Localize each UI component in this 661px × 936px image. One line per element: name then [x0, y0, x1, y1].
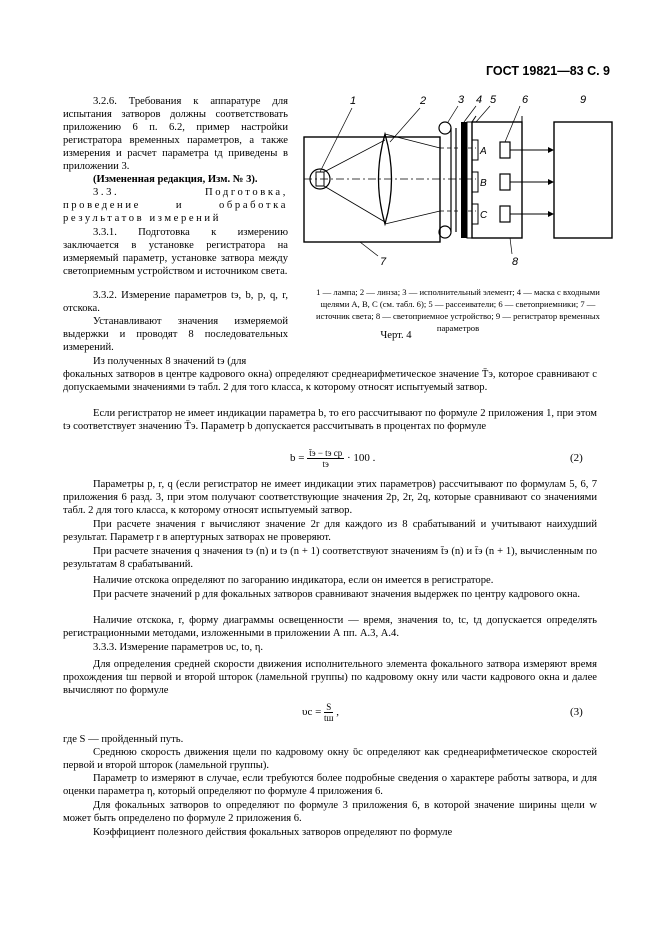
label-4: 4	[476, 94, 483, 106]
roller-top	[439, 122, 451, 134]
formula-3-lhs: υс =	[302, 706, 322, 719]
formula-2-lhs: b =	[290, 452, 305, 465]
formula-2-number: (2)	[570, 452, 583, 464]
formula-2	[290, 448, 375, 469]
para-focal-to: Для фокальных затворов tо определяют по формуле 3 приложения 6, в которой значение ширины щели w может быть определено по формуле 2 приложения 6.	[63, 800, 597, 824]
label-8: 8	[512, 256, 519, 268]
formula-3-number: (3)	[570, 706, 583, 718]
para-registration: Наличие отскока, r, форму диаграммы освещенности — время, значения tо, tс, tд допускается определять регистрационными методами, изложенными в приложении А пп. А.3, А.4.	[63, 615, 597, 639]
label-1: 1	[350, 95, 357, 107]
para-rebound: Наличие отскока определяют по загоранию индикатора, если он имеется в регистраторе.	[93, 575, 494, 586]
para-3-3-3: 3.3.3. Измерение параметров υс, tо, η.	[93, 642, 264, 653]
formula-2-tail: · 100 .	[347, 452, 376, 465]
slot-c: C	[480, 210, 488, 221]
para-efficiency: Коэффициент полезного действия фокальных затворов определяют по формуле	[93, 827, 453, 838]
photoreceiver-c	[500, 206, 510, 222]
para-to-param: Параметр tо измеряют в случае, если требуются более подробные сведения о характере работы затвора, и для оценки параметра η, который определяют по формуле 4 приложения 6.	[63, 773, 597, 797]
amendment-note: (Измененная редакция, Изм. № 3).	[93, 174, 258, 185]
label-2: 2	[420, 95, 427, 107]
para-where-s: где S — пройденный путь.	[63, 734, 184, 745]
para-3-3-2: 3.3.2. Измерение параметров tэ, b, p, q, r, отскока.	[63, 290, 288, 314]
label-7: 7	[380, 256, 387, 268]
page-header: ГОСТ 19821—83 С. 9	[485, 64, 610, 78]
para-mean-value: фокальных затворов в центре кадрового окна) определяют среднеарифметическое значение T̄э, которое сравнивают с допускаемыми значениями tэ табл. 2 для того класса, к которому относят испытуемый затвор.	[63, 369, 597, 393]
formula-2-numerator: t̄э − tэ ср	[309, 448, 343, 458]
roller-bottom	[439, 226, 451, 238]
formula-3	[302, 702, 339, 723]
mask-bar	[461, 122, 467, 238]
para-q-calc: При расчете значения q значения tэ (n) и tэ (n + 1) соответствуют значениям t̄э (n) и t̄э (n + 1), вычисленным по результатам 8 срабатываний.	[63, 546, 597, 570]
formula-3-tail: ,	[336, 706, 339, 719]
para-measure: Устанавливают значения измеряемой выдержки и проводят 8 последовательных измерений.	[63, 316, 288, 353]
para-p-r-q: Параметры p, r, q (если регистратор не имеет индикации этих параметров) рассчитывают по формулам 5, 6, 7 приложения 6 разд. 3, при этом получают соответствующие значения 2p, 2r, 2q, которые сравнивают со значениями табл. 2 для того класса, к которому относят испытуемый затвор.	[63, 479, 597, 516]
photoreceiver-b	[500, 174, 510, 190]
para-speed: Для определения средней скорости движения исполнительного элемента фокального затвора измеряют время прохождения tш первой и второй шторок (ламельной группы) по кадровому окну или части кадрового окна и далее вычисляют по формуле	[63, 659, 597, 696]
para-3-3-1: 3.3.1. Подготовка к измерению заключается в установке регистратора на измеряемый параметр, установке затвора между светоприемным устройством и источником света.	[63, 227, 288, 277]
formula-2-denominator: tэ	[322, 459, 329, 469]
formula-3-denominator: tш	[324, 713, 334, 723]
label-5: 5	[490, 94, 497, 106]
para-values-start: Из полученных 8 значений tэ (для	[93, 356, 247, 367]
slot-b: B	[480, 178, 487, 189]
label-3: 3	[458, 94, 465, 106]
figure-caption: 1 — лампа; 2 — линза; 3 — исполнительный элемент; 4 — маска с входными щелями A, B, C (см. табл. 6); 5 — рассеиватели; 6 — светоприемники; 7 — источник света; 8 — светоприемное устройство; 9 — регистратор временных параметров	[316, 287, 600, 333]
photoreceiver-a	[500, 142, 510, 158]
para-b-calc: Если регистратор не имеет индикации параметра b, то его рассчитывают по формуле 2 приложения 1, при этом tэ соответствует значению T̄э. Параметр b допускается рассчитывать в процентах по формуле	[63, 408, 597, 432]
para-3-2-6: 3.2.6. Требования к аппаратуре для испытания затворов должны соответствовать приложению 6 п. 6.2, пример настройки регистратора временных параметров, а также измерения и расчет параметра tд приведены в приложении 3.	[63, 96, 288, 172]
figure-label: Черт. 4	[380, 330, 412, 341]
para-p-focal: При расчете значений p для фокальных затворов сравнивают значения выдержек по центру кадрового окна.	[93, 589, 581, 600]
slot-a: A	[480, 146, 487, 157]
section-3-3-title: 3.3. Подготовка, проведение и обработка результатов измерений	[63, 187, 288, 224]
label-9: 9	[580, 94, 587, 106]
registrar-box	[554, 122, 612, 238]
para-mean-speed: Среднюю скорость движения щели по кадровому окну ῡс определяют как среднеарифметическое скоростей первой и второй шторок (ламельной группы).	[63, 747, 597, 771]
label-6: 6	[522, 94, 529, 106]
figure-4-diagram	[300, 92, 620, 272]
formula-3-numerator: S	[324, 702, 333, 713]
para-r-calc: При расчете значения r вычисляют значение 2r для каждого из 8 срабатываний и учитывают наихудший результат. Параметр r в апертурных затворах не проверяют.	[63, 519, 597, 543]
light-source-box	[304, 137, 440, 242]
